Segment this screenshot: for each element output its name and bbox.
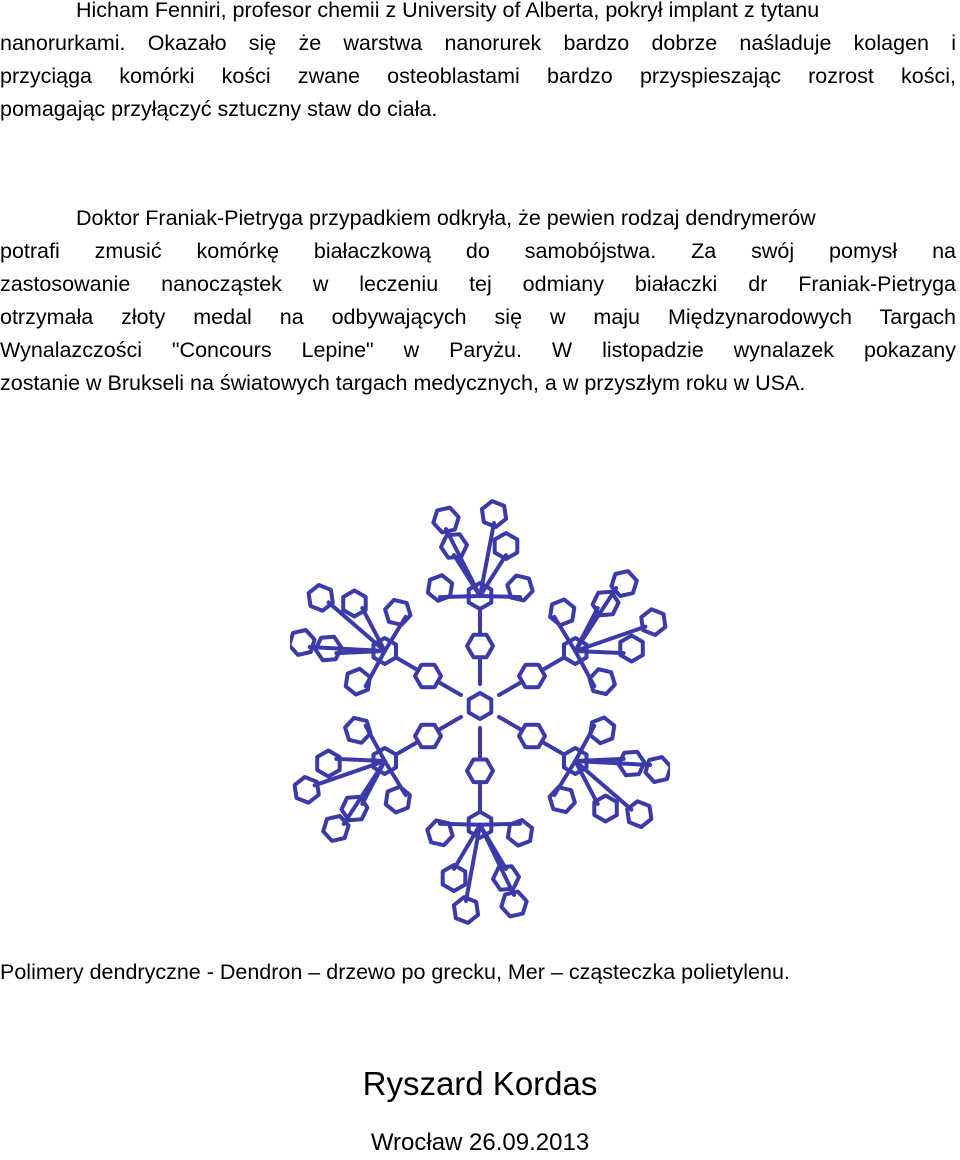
peripheral-ring <box>645 757 670 782</box>
peripheral-ring <box>295 777 319 803</box>
bond <box>575 651 623 653</box>
arm-ring <box>519 725 545 748</box>
peripheral-ring <box>309 585 333 611</box>
peripheral-ring <box>343 591 366 617</box>
text-line: pomagając przyłączyć sztuczny staw do ciała. <box>0 97 438 121</box>
bond <box>439 717 461 730</box>
text-line: Doktor Franiak-Pietryga przypadkiem odkryła, że pewien rodzaj dendrymerów <box>76 206 816 230</box>
text-line: potrafi zmusić komórkę białaczkową do samobójstwa. Za swój pomysł na <box>0 239 956 263</box>
text-line: nanorurkami. Okazało się że warstwa nanorurek bardzo dobrze naśladuje kolagen i <box>0 31 956 55</box>
text-line: Polimery dendryczne - Dendron – drzewo po grecku, Mer – cząsteczka polietylenu. <box>0 960 790 984</box>
bond <box>396 743 417 755</box>
arm-ring <box>519 665 545 688</box>
bond <box>499 683 521 696</box>
peripheral-ring <box>323 816 348 841</box>
peripheral-ring <box>627 801 651 827</box>
bond <box>543 743 564 755</box>
peripheral-ring <box>594 796 617 822</box>
peripheral-ring <box>641 609 665 635</box>
peripheral-ring <box>620 636 643 662</box>
peripheral-ring <box>385 600 410 625</box>
peripheral-ring <box>290 630 315 655</box>
peripheral-ring <box>550 787 575 812</box>
paragraph-dendrimer-definition <box>0 956 956 989</box>
arm-ring <box>467 635 493 658</box>
arm-ring <box>415 665 441 688</box>
paragraph-franiak-pietryga <box>0 202 956 400</box>
arm-ring <box>467 760 493 783</box>
author-name: Ryszard Kordas <box>362 1065 598 1102</box>
text-line: zastosowanie nanocząstek w leczeniu tej odmiany białaczki dr Franiak-Pietryga <box>0 272 956 296</box>
core-ring <box>469 693 492 719</box>
bond <box>439 683 461 696</box>
bond <box>499 717 521 730</box>
peripheral-ring <box>386 787 410 813</box>
bond <box>543 658 564 670</box>
bond <box>336 759 384 761</box>
bond <box>396 658 417 670</box>
dendrimer-molecule-image <box>290 486 670 926</box>
text-line: Hicham Fenniri, profesor chemii z University of Alberta, pokrył implant z tytanu <box>76 0 820 22</box>
text-line: otrzymała złoty medal na odbywających się w maju Międzynarodowych Targach <box>0 305 956 329</box>
peripheral-ring <box>611 571 636 596</box>
text-line: przyciąga komórki kości zwane osteoblastami bardzo przyspieszając rozrost kości, <box>0 64 956 88</box>
paragraph-fenniri <box>0 0 956 126</box>
text-line: Wynalazczości "Concours Lepine" w Paryżu. W listopadzie wynalazek pokazany <box>0 338 956 362</box>
arm-ring <box>415 725 441 748</box>
peripheral-ring <box>550 600 574 626</box>
peripheral-ring <box>317 751 340 777</box>
place-and-date: Wrocław 26.09.2013 <box>370 1129 590 1156</box>
text-line: zostanie w Brukseli na światowych targach medycznych, a w przyszłym roku w USA. <box>0 371 806 395</box>
